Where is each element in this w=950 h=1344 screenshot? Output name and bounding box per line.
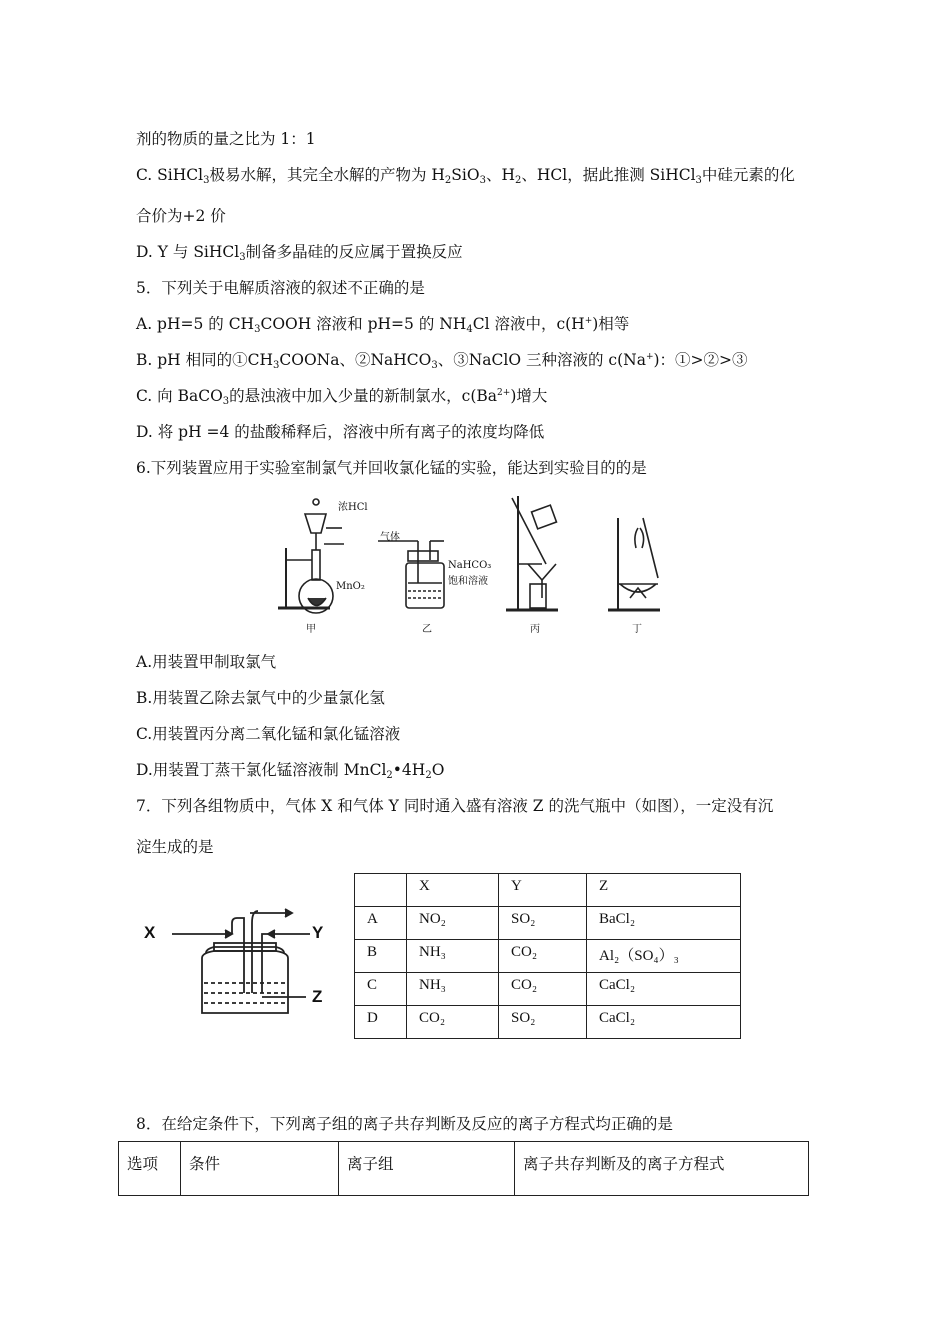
question-5: 5．下列关于电解质溶液的叙述不正确的是 — [136, 279, 425, 297]
table-cell: A — [355, 907, 407, 940]
table-cell: CO₂ — [407, 1006, 499, 1039]
table-cell: Y — [499, 874, 587, 907]
table-cell: C — [355, 973, 407, 1006]
text-line: 剂的物质的量之比为 1：1 — [136, 130, 316, 148]
question-7: 7．下列各组物质中，气体 X 和气体 Y 同时通入盛有溶液 Z 的洗气瓶中（如图），一定没有沉 — [136, 797, 774, 815]
wash-bottle-figure — [140, 893, 340, 1023]
table-cell: 选项 — [119, 1142, 181, 1196]
table-cell: BaCl₂ — [587, 907, 741, 940]
apparatus-figure — [268, 488, 688, 636]
table-cell: Al₂（SO₄）₃ — [587, 940, 741, 973]
text-line: 合价为+2 价 — [136, 207, 226, 225]
table-cell: B — [355, 940, 407, 973]
label-x: X — [144, 923, 156, 942]
table-header-row — [119, 1142, 809, 1196]
table-row — [355, 1006, 741, 1039]
table-cell: CO₂ — [499, 973, 587, 1006]
table-cell: D — [355, 1006, 407, 1039]
table-cell: 离子共存判断及的离子方程式 — [515, 1142, 809, 1196]
q6-option-d: D.用装置丁蒸干氯化锰溶液制 $MnCl_2•4H_2O$ — [136, 761, 445, 781]
option-c: C. SiHCl$_3$极易水解，其完全水解的产物为 $H_2SiO_3$、$H_2$、HCl，据此推测 SiHCl$_3$中硅元素的化 — [136, 166, 795, 186]
q5-option-b: B. pH 相同的$①CH_3COONa$、②NaHCO$_3$、③NaClO 三种溶液的 c(Na+)：①>②>③ — [136, 351, 748, 371]
table-cell: NH₃ — [407, 973, 499, 1006]
q6-option-b: B.用装置乙除去氯气中的少量氯化氢 — [136, 689, 385, 707]
question-7-table — [354, 873, 741, 1039]
q5-option-d: D. 将 pH =4 的盐酸稀释后，溶液中所有离子的浓度均降低 — [136, 423, 545, 441]
caption-jia: 甲 — [306, 624, 316, 635]
table-cell: CaCl₂ — [587, 973, 741, 1006]
label-gas: 气体 — [380, 532, 400, 543]
q5-option-c: C. 向 BaCO$_3$的悬浊液中加入少量的新制氯水，$c(Ba^{2+})$增大 — [136, 387, 548, 407]
caption-bing: 丙 — [530, 624, 540, 635]
table-cell: Z — [587, 874, 741, 907]
q5-option-a: A. pH=5 的 $CH_3COOH$ 溶液和 pH=5 的 $NH_4Cl$ 溶液中，c(H+)相等 — [136, 315, 630, 335]
question-8: 8．在给定条件下，下列离子组的离子共存判断及反应的离子方程式均正确的是 — [136, 1115, 673, 1133]
table-row — [355, 940, 741, 973]
table-row — [355, 973, 741, 1006]
caption-ding: 丁 — [632, 624, 642, 635]
table-header-row — [355, 874, 741, 907]
question-6: 6.下列装置应用于实验室制氯气并回收氯化锰的实验，能达到实验目的的是 — [136, 459, 647, 477]
label-mno2: MnO₂ — [336, 581, 365, 592]
table-cell: 离子组 — [339, 1142, 515, 1196]
q6-option-a: A.用装置甲制取氯气 — [136, 653, 277, 671]
q6-option-c: C.用装置丙分离二氧化锰和氯化锰溶液 — [136, 725, 401, 743]
question-8-table — [118, 1141, 809, 1196]
table-cell: X — [407, 874, 499, 907]
table-cell: SO₂ — [499, 907, 587, 940]
label-saturated-solution: 饱和溶液 — [448, 576, 488, 587]
table-cell: 条件 — [181, 1142, 339, 1196]
label-z: Z — [312, 987, 323, 1006]
label-nahco3: NaHCO₃ — [448, 560, 492, 571]
table-cell: CaCl₂ — [587, 1006, 741, 1039]
table-cell — [355, 874, 407, 907]
label-conc-hcl: 浓HCl — [338, 502, 368, 513]
option-d: D. Y 与 SiHCl$_3$制备多晶硅的反应属于置换反应 — [136, 243, 463, 263]
table-cell: NO₂ — [407, 907, 499, 940]
table-cell: CO₂ — [499, 940, 587, 973]
table-cell: NH₃ — [407, 940, 499, 973]
question-7-cont: 淀生成的是 — [136, 838, 214, 856]
table-row — [355, 907, 741, 940]
table-cell: SO₂ — [499, 1006, 587, 1039]
label-y: Y — [312, 923, 324, 942]
caption-yi: 乙 — [422, 624, 432, 635]
wash-bottle-drawing — [140, 893, 340, 1023]
